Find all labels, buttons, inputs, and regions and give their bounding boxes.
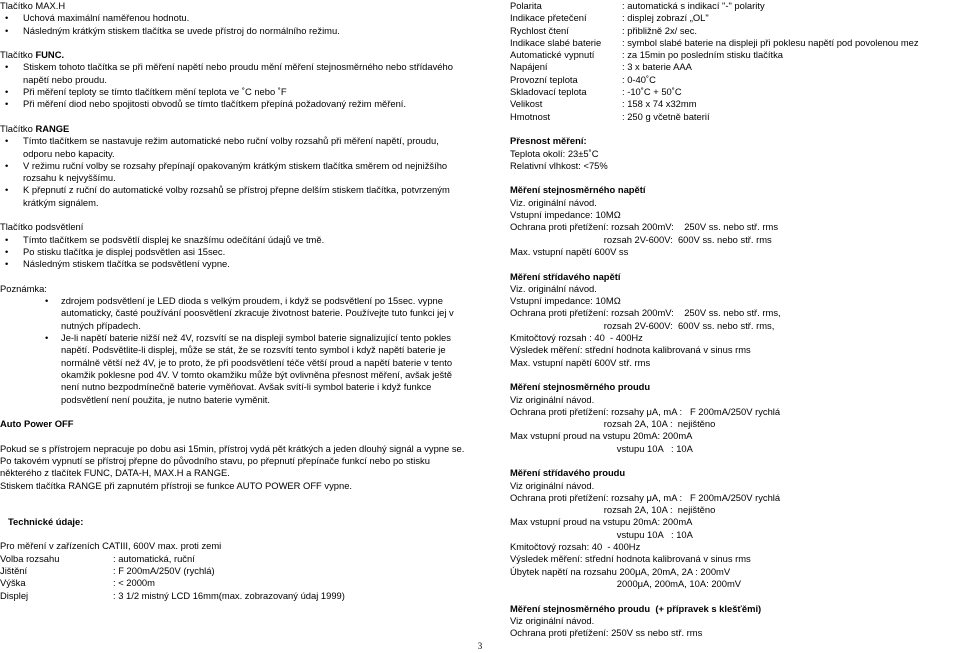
dcv-text: Viz. originální návod. Vstupní impedance: 10MΩ Ochrana proti přetížení: rozsah 200mV: 250V ss. nebo stř. rms rozsah 2V-600V: 600V ss. nebo stř. rms Max. vstupní napětí 600V ss	[510, 196, 779, 257]
func-heading-prefix: Tlačítko	[0, 49, 36, 61]
row-key: Indikace přetečení	[510, 12, 587, 24]
row-value: : automatická s indikací "-" polarity	[622, 0, 765, 11]
backlight-heading: Tlačítko podsvětlení	[0, 221, 84, 233]
row-value: : 3 1/2 mistný LCD 16mm(max. zobrazovaný údaj 1999)	[113, 589, 345, 601]
max-list	[0, 12, 466, 37]
row-value: : symbol slabé baterie na displeji při poklesu napětí pod povolenou mez	[622, 36, 919, 48]
row-value: : 3 x baterie AAA	[622, 61, 692, 73]
table-row	[510, 0, 960, 12]
range-heading-bold: RANGE	[35, 122, 70, 134]
list-item: • Následným stiskem tlačítka se podsvětlení vypne.	[0, 258, 466, 270]
acv-heading: Měření střídavého napětí	[510, 270, 621, 282]
accuracy-text: Teplota okolí: 23±5˚C Relativní vlhkost: <75%	[510, 147, 608, 171]
table-row	[0, 565, 466, 577]
func-heading-bold: FUNC.	[35, 49, 65, 61]
list-item: • V režimu ruční volby se rozsahy přepínají opakovaným krátkým stiskem tlačítka směrem od nejnižšího rozsahu k nejvyššímu.	[0, 160, 466, 185]
row-key: Velikost	[510, 98, 543, 110]
tech-table	[0, 553, 466, 602]
list-item: • Následným krátkým stiskem tlačítka se uvede přístroj do normálního režimu.	[0, 25, 466, 37]
table-row	[510, 74, 960, 86]
tech-heading: Technické údaje:	[8, 515, 84, 527]
acv-text: Viz. originální návod. Vstupní impedance: 10MΩ Ochrana proti přetížení: rozsah 200mV: 250V ss. nebo stř. rms, rozsah 2V-600V: 600V ss. nebo stř. rms, Kmitočtový rozsah : 40 - 400Hz Výsledek měření: střední hodnota kalibrovaná v sinus rms Max. vstupní napětí 600V stř. rms	[510, 282, 781, 368]
list-item: • Tímto tlačítkem se podsvětlí displej ke snazšímu odečítání údajů ve tmě.	[0, 234, 466, 246]
row-value: : F 200mA/250V (rychlá)	[113, 565, 215, 577]
accuracy-heading: Přesnost měření:	[510, 135, 587, 147]
aca-heading: Měření střídavého proudu	[510, 467, 626, 479]
row-value: : přibližně 2x/ sec.	[622, 24, 698, 36]
range-heading-prefix: Tlačítko	[0, 122, 36, 134]
clamp-text: Viz originální návod. Ochrana proti přetížení: 250V ss nebo stř. rms	[510, 614, 703, 639]
row-key: Provozní teplota	[510, 73, 578, 85]
clamp-heading: Měření stejnosměrného proudu (+ přípravek s klešťěmi)	[510, 602, 762, 614]
note-heading: Poznámka:	[0, 282, 47, 294]
range-list	[0, 135, 466, 209]
apo-heading: Auto Power OFF	[0, 418, 74, 430]
row-key: Hmotnost	[510, 110, 551, 122]
dcv-heading: Měření stejnosměrného napětí	[510, 184, 646, 196]
note-list	[0, 295, 466, 406]
table-row	[0, 577, 466, 589]
list-item: • zdrojem podsvětlení je LED dioda s velkým proudem, i když se podsvětlení po 15sec. vypne automaticky, časté používání poosvětlení zkracuje životnost baterie. Používejte tuto funkci jej v nutných případech.	[0, 295, 466, 332]
row-key: Napájení	[510, 61, 548, 73]
table-row	[510, 111, 960, 123]
table-row	[510, 86, 960, 98]
table-row	[510, 49, 960, 61]
row-key: Automatické vypnutí	[510, 49, 595, 61]
row-key: Jištění	[0, 565, 28, 577]
backlight-list	[0, 234, 466, 271]
dca-heading: Měření stejnosměrného proudu	[510, 381, 651, 393]
list-item: • Je-li napětí baterie nižší než 4V, rozsvítí se na displeji symbol baterie signalizující tento pokles napětí. Podsvětlite-li displej, může se stát, že se rozsvítí tento symbol i když napětí baterie je normálně větší než 4V, je to proto, že při poodsvětlení téče větší proud a napětí baterie v tento okamžik poklesne pod 4V. V tomto okamžiku může být ovlivněna přesnost měření, avšak ještě není nutno bezpodmínečně baterie vyměňovat. Avšak svítí-li symbol baterie i když funkce podsvětlení není použita, je nutno baterie vyměnit.	[0, 332, 466, 406]
row-value: : -10˚C + 50˚C	[622, 86, 682, 98]
row-value: : 158 x 74 x32mm	[622, 98, 697, 110]
row-value: : automatická, ruční	[113, 552, 195, 564]
list-item: • Tímto tlačítkem se nastavuje režim automatické nebo ruční volby rozsahů při měření napětí, proudu, odporu nebo kapacity.	[0, 135, 466, 160]
row-value: : za 15min po posledním stisku tlačítka	[622, 49, 784, 61]
row-key: Skladovací teplota	[510, 86, 587, 98]
row-key: Displej	[0, 589, 29, 601]
table-row	[510, 25, 960, 37]
range-heading	[0, 123, 466, 135]
table-row	[0, 553, 466, 565]
page-number: 3	[477, 641, 483, 651]
row-value: : 0-40˚C	[622, 73, 656, 85]
row-key: Výška	[0, 577, 26, 589]
row-key: Indikace slabé baterie	[510, 36, 602, 48]
dca-text: Viz originální návod. Ochrana proti přetížení: rozsahy μA, mA : F 200mA/250V rychlá rozsah 2A, 10A : nejištěno Max vstupní proud na vstupu 20mA: 200mA vstupu 10A : 10A	[510, 393, 781, 454]
func-list	[0, 61, 466, 110]
list-item: • Po stisku tlačítka je displej podsvětlen asi 15sec.	[0, 246, 466, 258]
row-key: Rychlost čtení	[510, 24, 569, 36]
list-item: • Uchová maximální naměřenou hodnotu.	[0, 12, 466, 24]
tech-intro: Pro měření v zařízeních CATIII, 600V max. proti zemi	[0, 540, 222, 552]
right-column	[510, 0, 960, 639]
spec-table	[510, 0, 960, 123]
left-column	[0, 0, 466, 602]
table-row	[0, 590, 466, 602]
row-key: Volba rozsahu	[0, 552, 60, 564]
func-heading	[0, 49, 466, 61]
row-value: : displej zobrazí „OL"	[622, 12, 709, 24]
table-row	[510, 12, 960, 24]
table-row	[510, 61, 960, 73]
row-value: : 250 g včetně baterií	[622, 110, 710, 122]
row-key: Polarita	[510, 0, 542, 11]
table-row	[510, 37, 960, 49]
row-value: : < 2000m	[113, 577, 155, 589]
list-item: • Stiskem tohoto tlačítka se při měření napětí nebo proudu mění měření stejnosměrného nebo střídavého napětí nebo proudu.	[0, 61, 466, 86]
table-row	[510, 98, 960, 110]
aca-text: Viz originální návod. Ochrana proti přetížení: rozsahy μA, mA : F 200mA/250V rychlá rozsah 2A, 10A : nejištěno Max vstupní proud na vstupu 20mA: 200mA vstupu 10A : 10A Kmitočtový rozsah: 40 - 400Hz Výsledek měření: střední hodnota kalibrovaná v sinus rms Úbytek napětí na rozsahu 200μA, 20mA, 2A : 200mV 2000μA, 200mA, 10A: 200mV	[510, 479, 781, 589]
list-item: • Při měření diod nebo spojitosti obvodů se tímto tlačítkem přepíná požadovaný režim měření.	[0, 98, 466, 110]
list-item: • K přepnutí z ruční do automatické volby rozsahů se přístroj přepne delším stiskem tlačítka, potvrzeným krátkým signálem.	[0, 184, 466, 209]
list-item: • Při měření teploty se tímto tlačítkem mění teplota ve ˚C nebo ˚F	[0, 86, 466, 98]
apo-text: Pokud se s přístrojem nepracuje po dobu asi 15min, přístroj vydá pět krátkých a jeden dlouhý signál a vypne se. Po takovém vypnutí se přístroj přepne do původního stavu, po přepnutí přepínače funkcí nebo po stisku některého z tlačítek FUNC, DATA-H, MAX.H a RANGE. Stiskem tlačítka RANGE při zapnutém přístroji se funkce AUTO POWER OFF vypne.	[0, 442, 465, 491]
max-heading: Tlačítko MAX.H	[0, 0, 66, 11]
